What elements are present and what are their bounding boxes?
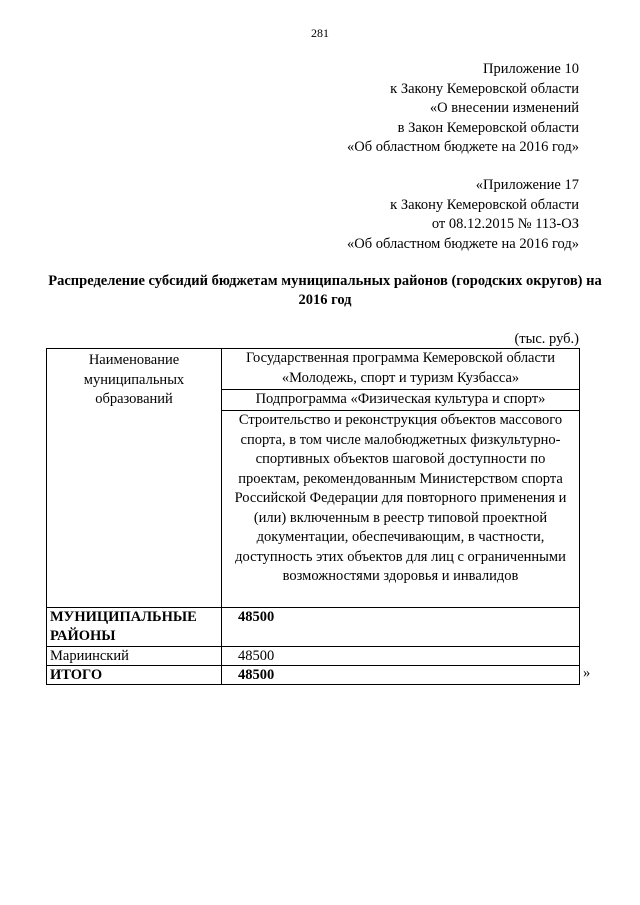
units-label: (тыс. руб.): [514, 331, 579, 347]
appendix-2-line: «Об областном бюджете на 2016 год»: [347, 235, 579, 252]
activity-header: Строительство и реконструкция объектов массового спорта, в том числе малобюджетных физкультурно-спортивных объектов шаговой доступности по проектам, рекомендованным Министерством спорта Российской Федерации для повторного применения и (или) включенным в реестр типовой проектной документации, обеспечивающим, в частности, доступность этих объектов для лиц с ограниченными возможностями здоровья и инвалидов: [222, 411, 580, 608]
appendix-1-line: Приложение 10: [483, 61, 579, 77]
row-name: ИТОГО: [47, 666, 222, 685]
row-value: 48500: [222, 647, 580, 666]
table-row: [47, 647, 580, 666]
document-title: Распределение субсидий бюджетам муниципальных районов (городских округов) на 2016 год: [48, 273, 602, 308]
table-row: [47, 608, 580, 647]
appendix-header-2: [239, 176, 579, 254]
row-value: 48500: [222, 666, 580, 685]
appendix-1-line: «О внесении изменений: [429, 100, 579, 116]
row-value: 48500: [222, 608, 580, 647]
row-name: Мариинский: [47, 647, 222, 666]
table-row: [47, 666, 580, 685]
subsidy-table: [46, 348, 580, 685]
row-name: МУНИЦИПАЛЬНЫЕ РАЙОНЫ: [47, 608, 222, 647]
appendix-2-line: к Закону Кемеровской области: [390, 196, 579, 213]
column-header-name: Наименование муниципальных образований: [47, 349, 222, 608]
appendix-2-line: от 08.12.2015 № 113-ОЗ: [431, 216, 579, 232]
table-header-row: [47, 349, 580, 390]
appendix-header-1: [239, 60, 579, 158]
subprogram-header: Подпрограмма «Физическая культура и спорт»: [222, 390, 580, 411]
appendix-1-line: в Закон Кемеровской области: [397, 119, 579, 136]
appendix-1-line: «Об областном бюджете на 2016 год»: [347, 139, 579, 155]
page-number: 281: [311, 26, 329, 40]
appendix-2-line: «Приложение 17: [475, 177, 579, 193]
appendix-1-line: к Закону Кемеровской области: [390, 80, 579, 97]
program-header: Государственная программа Кемеровской области «Молодежь, спорт и туризм Кузбасса»: [222, 349, 580, 390]
closing-quote: »: [583, 665, 591, 681]
